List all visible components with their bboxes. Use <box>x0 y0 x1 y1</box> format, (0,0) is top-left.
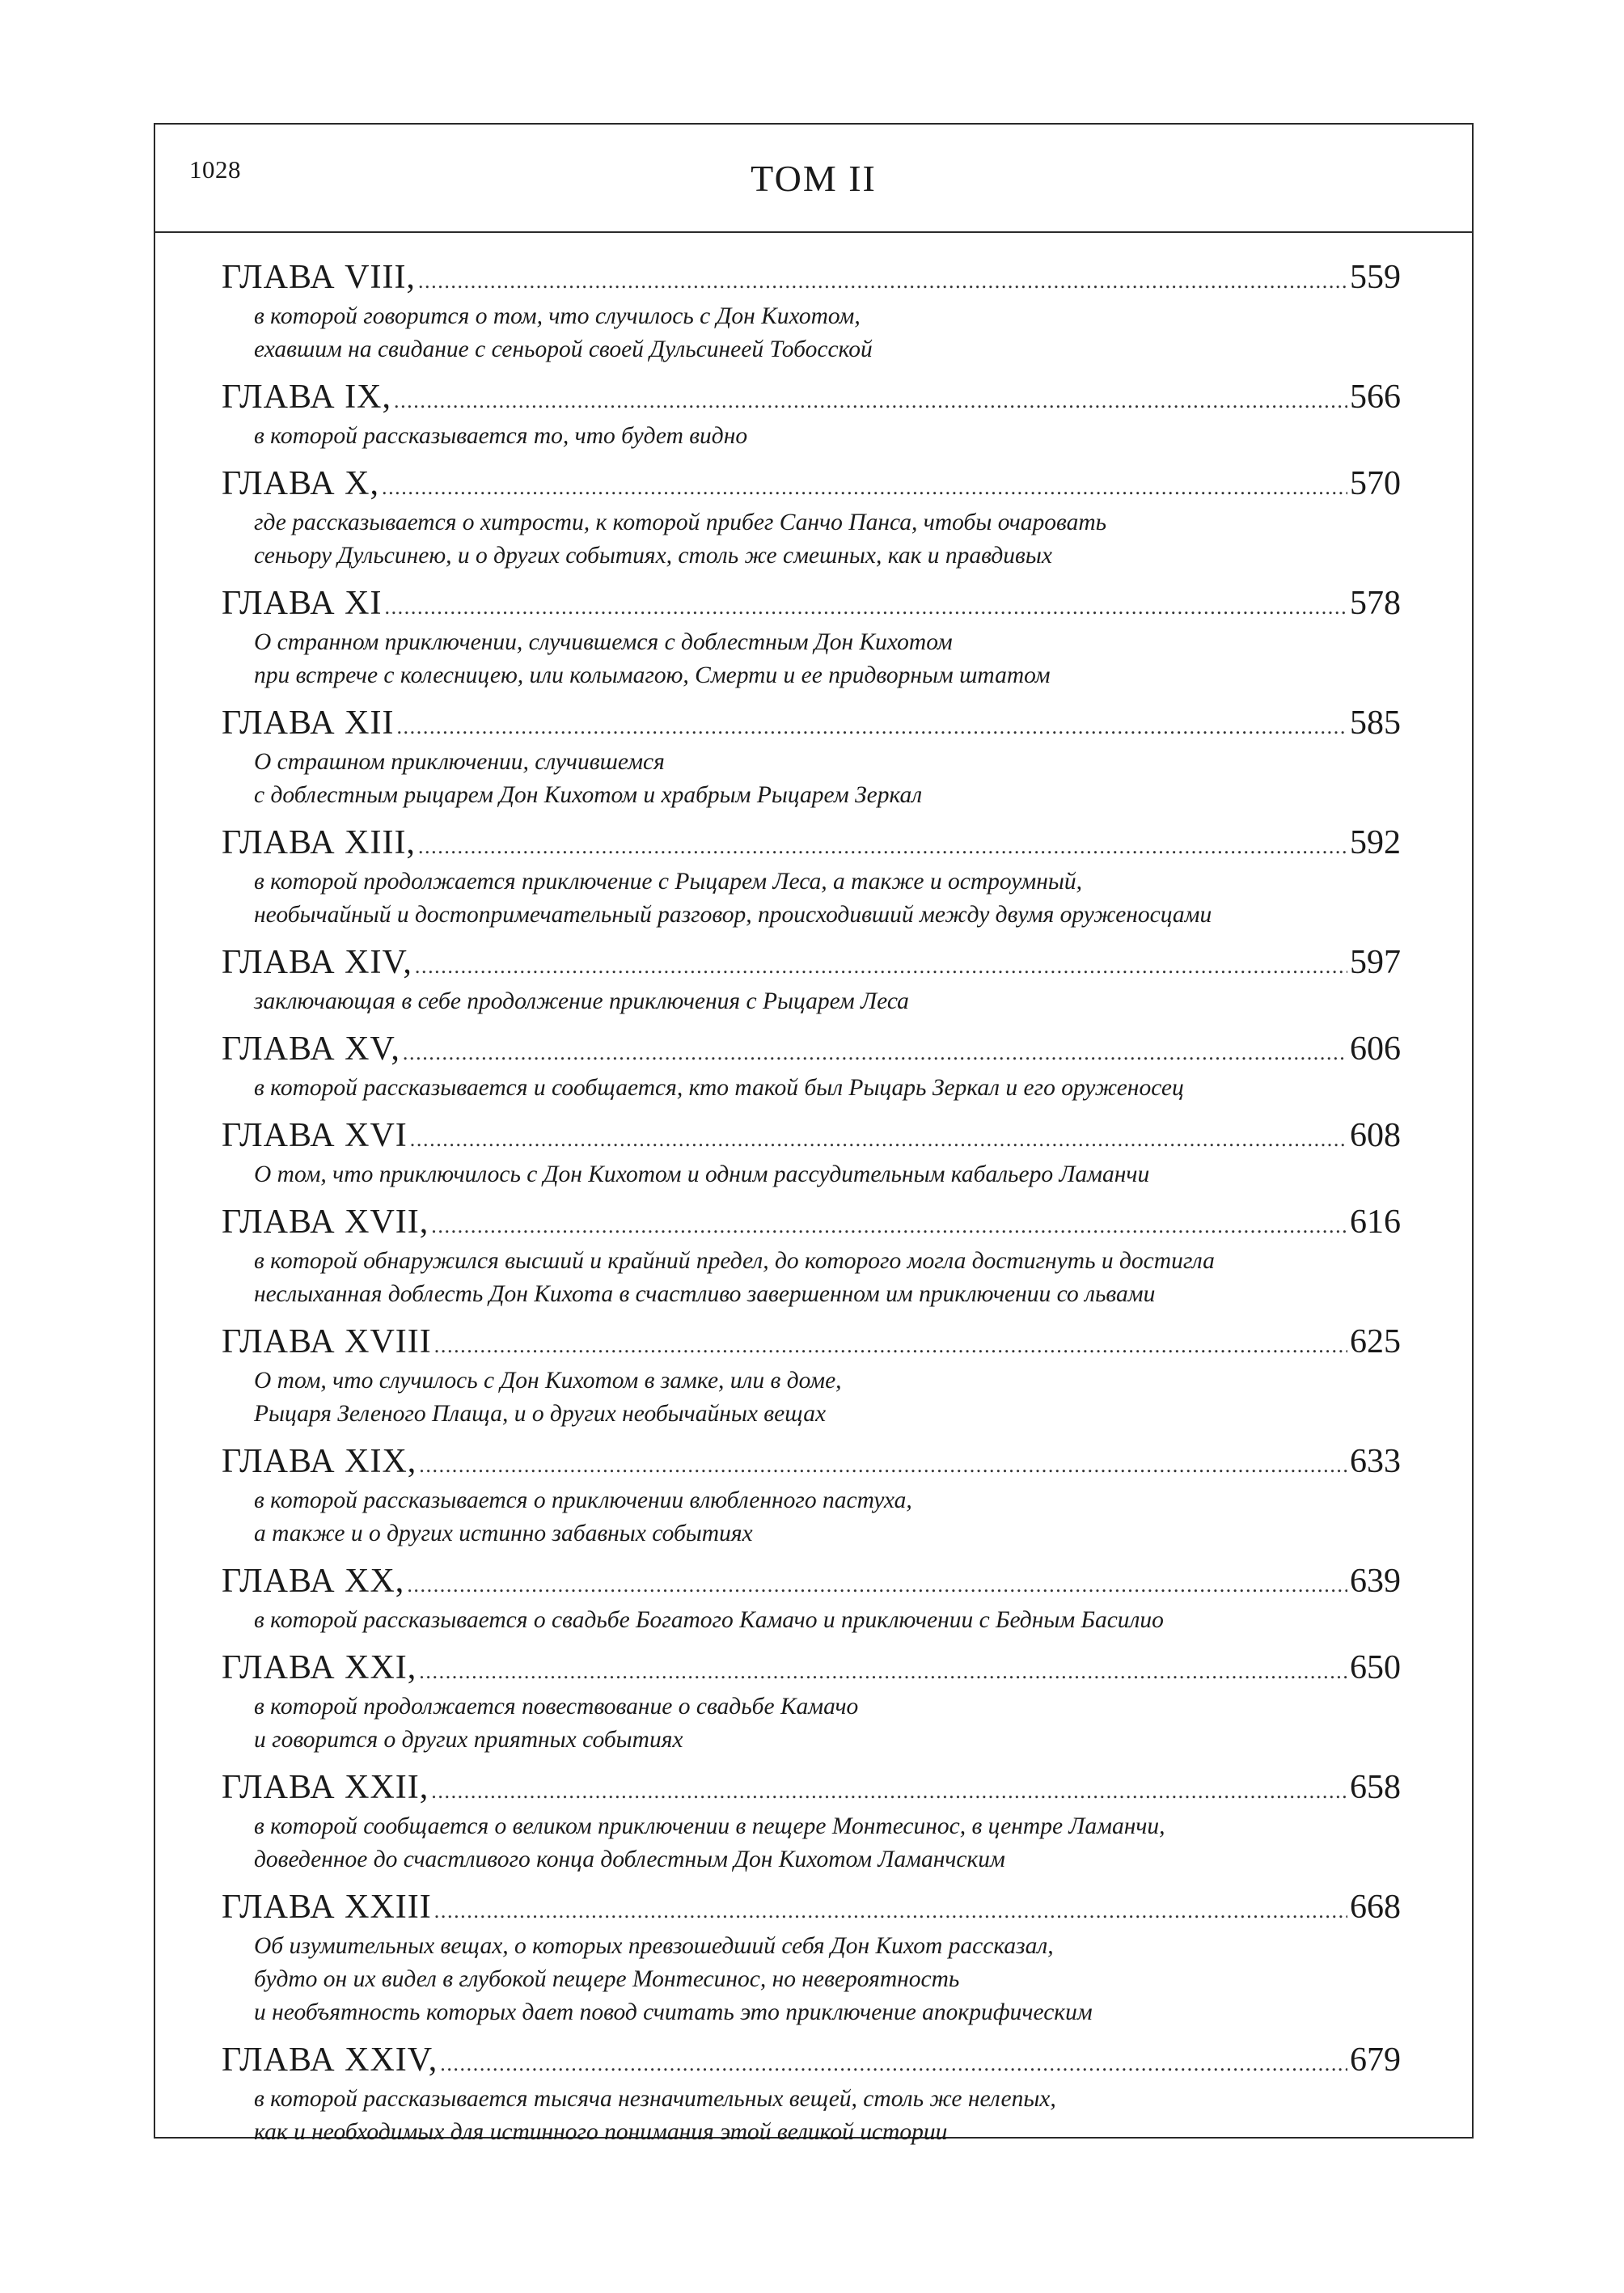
page-reference: 597 <box>1350 944 1401 981</box>
chapter-title: ГЛАВА IX, <box>222 379 391 416</box>
chapter-title: ГЛАВА XXIV, <box>222 2041 438 2079</box>
description-line: и необъятность которых дает повод считать это приключение апокрифическим <box>254 1999 1093 2025</box>
page-frame <box>154 123 1474 2145</box>
page-reference: 592 <box>1350 824 1401 861</box>
page-reference: 616 <box>1350 1204 1401 1241</box>
page-reference: 570 <box>1350 465 1401 502</box>
toc-entry <box>222 944 1401 1018</box>
page-reference: 679 <box>1350 2041 1401 2079</box>
toc-entry-heading <box>222 1323 1401 1364</box>
chapter-title: ГЛАВА XVII, <box>222 1204 429 1241</box>
description-line: в которой сообщается о великом приключении в пещере Монтесинос, в центре Ламанчи, <box>254 1813 1165 1839</box>
toc-entry-heading <box>222 465 1401 506</box>
dot-leader <box>434 1893 1347 1930</box>
chapter-description <box>222 1604 1401 1637</box>
chapter-description <box>222 1810 1401 1876</box>
chapter-description <box>222 420 1401 453</box>
description-line: как и необходимых для истинного понимания этой великой истории <box>254 2119 948 2145</box>
chapter-title: ГЛАВА XV, <box>222 1030 400 1068</box>
description-line: в которой обнаружился высший и крайний предел, до которого могла достигнуть и достигла <box>254 1248 1215 1274</box>
description-line: ехавшим на свидание с сеньорой своей Дульсинеей Тобосской <box>254 336 873 362</box>
dot-leader <box>410 1121 1347 1158</box>
dot-leader <box>418 263 1347 300</box>
toc-entry <box>222 259 1401 366</box>
description-line: в которой рассказывается о свадьбе Богатого Камачо и приключении с Бедным Басилио <box>254 1607 1164 1633</box>
chapter-description <box>222 1484 1401 1551</box>
toc-entry-heading <box>222 1889 1401 1930</box>
dot-leader <box>431 1773 1347 1810</box>
toc-entry <box>222 2041 1401 2149</box>
chapter-description <box>222 1072 1401 1105</box>
description-line: с доблестным рыцарем Дон Кихотом и храбрым Рыцарем Зеркал <box>254 782 923 808</box>
chapter-title: ГЛАВА XIV, <box>222 944 412 981</box>
description-line: Об изумительных вещах, о которых превзошедший себя Дон Кихот рассказал, <box>254 1933 1054 1959</box>
toc-entry-heading <box>222 585 1401 626</box>
dot-leader <box>431 1208 1347 1245</box>
page-reference: 639 <box>1350 1563 1401 1600</box>
page-reference: 650 <box>1350 1649 1401 1686</box>
dot-leader <box>440 2046 1347 2083</box>
chapter-description <box>222 1158 1401 1191</box>
description-line: О странном приключении, случившемся с доблестным Дон Кихотом <box>254 629 953 655</box>
toc-entry <box>222 379 1401 453</box>
page-reference: 633 <box>1350 1443 1401 1480</box>
chapter-description <box>222 985 1401 1018</box>
toc-entry <box>222 704 1401 812</box>
chapter-title: ГЛАВА VIII, <box>222 259 416 296</box>
toc-entry-heading <box>222 379 1401 420</box>
description-line: где рассказывается о хитрости, к которой прибег Санчо Панса, чтобы очаровать <box>254 510 1107 535</box>
chapter-title: ГЛАВА XXII, <box>222 1769 429 1806</box>
toc-entry-heading <box>222 1117 1401 1158</box>
description-line: в которой рассказывается то, что будет видно <box>254 423 748 449</box>
dot-leader <box>394 383 1347 420</box>
page-reference: 668 <box>1350 1889 1401 1926</box>
description-line: в которой продолжается приключение с Рыцарем Леса, а также и остроумный, <box>254 869 1082 895</box>
toc-entry <box>222 1030 1401 1105</box>
description-line: в которой рассказывается о приключении влюбленного пастуха, <box>254 1487 912 1513</box>
description-line: сеньору Дульсинею, и о других событиях, столь же смешных, как и правдивых <box>254 543 1052 569</box>
toc-entry <box>222 1889 1401 2029</box>
description-line: неслыханная доблесть Дон Кихота в счастливо завершенном им приключении со львами <box>254 1281 1156 1307</box>
chapter-description <box>222 1930 1401 2029</box>
description-line: заключающая в себе продолжение приключения с Рыцарем Леса <box>254 988 909 1014</box>
page-reference: 585 <box>1350 704 1401 742</box>
page-reference: 578 <box>1350 585 1401 622</box>
description-line: О страшном приключении, случившемся <box>254 749 665 775</box>
description-line: О том, что случилось с Дон Кихотом в замке, или в доме, <box>254 1368 842 1394</box>
chapter-description <box>222 746 1401 812</box>
chapter-description <box>222 626 1401 692</box>
page-reference: 608 <box>1350 1117 1401 1154</box>
dot-leader <box>396 709 1347 746</box>
dot-leader <box>407 1567 1347 1604</box>
page-reference: 658 <box>1350 1769 1401 1806</box>
toc-entry-heading <box>222 944 1401 985</box>
chapter-title: ГЛАВА X, <box>222 465 379 502</box>
toc-entry-heading <box>222 704 1401 746</box>
chapter-title: ГЛАВА XVIII <box>222 1323 432 1360</box>
dot-leader <box>419 1653 1347 1690</box>
description-line: и говорится о других приятных событиях <box>254 1727 683 1753</box>
description-line: будто он их видел в глубокой пещере Монтесинос, но невероятность <box>254 1966 960 1992</box>
chapter-title: ГЛАВА XXI, <box>222 1649 417 1686</box>
chapter-description <box>222 1364 1401 1431</box>
toc-entry-heading <box>222 1030 1401 1072</box>
description-line: а также и о других истинно забавных событиях <box>254 1521 753 1546</box>
toc-entry-heading <box>222 1443 1401 1484</box>
description-line: в которой говорится о том, что случилось с Дон Кихотом, <box>254 303 861 329</box>
dot-leader <box>382 469 1347 506</box>
dot-leader <box>418 828 1347 865</box>
dot-leader <box>415 948 1347 985</box>
chapter-title: ГЛАВА XI <box>222 585 383 622</box>
chapter-title: ГЛАВА XX, <box>222 1563 405 1600</box>
chapter-description <box>222 506 1401 573</box>
toc-entry <box>222 1563 1401 1637</box>
description-line: в которой рассказывается тысяча незначительных вещей, столь же нелепых, <box>254 2086 1056 2112</box>
description-line: при встрече с колесницею, или колымагою, Смерти и ее придворным штатом <box>254 662 1051 688</box>
page-reference: 606 <box>1350 1030 1401 1068</box>
toc-entry-heading <box>222 1563 1401 1604</box>
table-of-contents <box>222 259 1401 2161</box>
dot-leader <box>384 589 1347 626</box>
toc-entry-heading <box>222 1769 1401 1810</box>
page-header <box>155 125 1472 233</box>
description-line: доведенное до счастливого конца доблестным Дон Кихотом Ламанчским <box>254 1847 1005 1872</box>
description-line: Рыцаря Зеленого Плаща, и о других необычайных вещах <box>254 1401 827 1427</box>
toc-entry <box>222 1649 1401 1757</box>
chapter-title: ГЛАВА XIII, <box>222 824 416 861</box>
dot-leader <box>419 1447 1347 1484</box>
toc-entry <box>222 1204 1401 1311</box>
toc-entry <box>222 1323 1401 1431</box>
description-line: в которой рассказывается и сообщается, кто такой был Рыцарь Зеркал и его оруженосец <box>254 1075 1184 1101</box>
chapter-description <box>222 1690 1401 1757</box>
chapter-description <box>222 300 1401 366</box>
chapter-description <box>222 865 1401 932</box>
chapter-description <box>222 2083 1401 2149</box>
dot-leader <box>403 1034 1347 1072</box>
description-line: О том, что приключилось с Дон Кихотом и одним рассудительным кабальеро Ламанчи <box>254 1161 1150 1187</box>
toc-entry-heading <box>222 1649 1401 1690</box>
toc-entry <box>222 585 1401 692</box>
toc-entry <box>222 465 1401 573</box>
volume-title: ТОМ II <box>751 158 877 199</box>
page-reference: 625 <box>1350 1323 1401 1360</box>
chapter-title: ГЛАВА XII <box>222 704 395 742</box>
chapter-title: ГЛАВА XIX, <box>222 1443 417 1480</box>
description-line: в которой продолжается повествование о свадьбе Камачо <box>254 1694 859 1720</box>
toc-entry-heading <box>222 2041 1401 2083</box>
page-reference: 566 <box>1350 379 1401 416</box>
page-number: 1028 <box>189 155 241 184</box>
toc-entry <box>222 824 1401 932</box>
toc-entry-heading <box>222 259 1401 300</box>
toc-entry <box>222 1443 1401 1551</box>
chapter-description <box>222 1245 1401 1311</box>
chapter-title: ГЛАВА XXIII <box>222 1889 432 1926</box>
toc-entry <box>222 1117 1401 1191</box>
page-reference: 559 <box>1350 259 1401 296</box>
toc-entry <box>222 1769 1401 1876</box>
chapter-title: ГЛАВА XVI <box>222 1117 408 1154</box>
toc-entry-heading <box>222 824 1401 865</box>
toc-entry-heading <box>222 1204 1401 1245</box>
dot-leader <box>434 1327 1347 1364</box>
description-line: необычайный и достопримечательный разговор, происходивший между двумя оруженосцами <box>254 902 1212 928</box>
